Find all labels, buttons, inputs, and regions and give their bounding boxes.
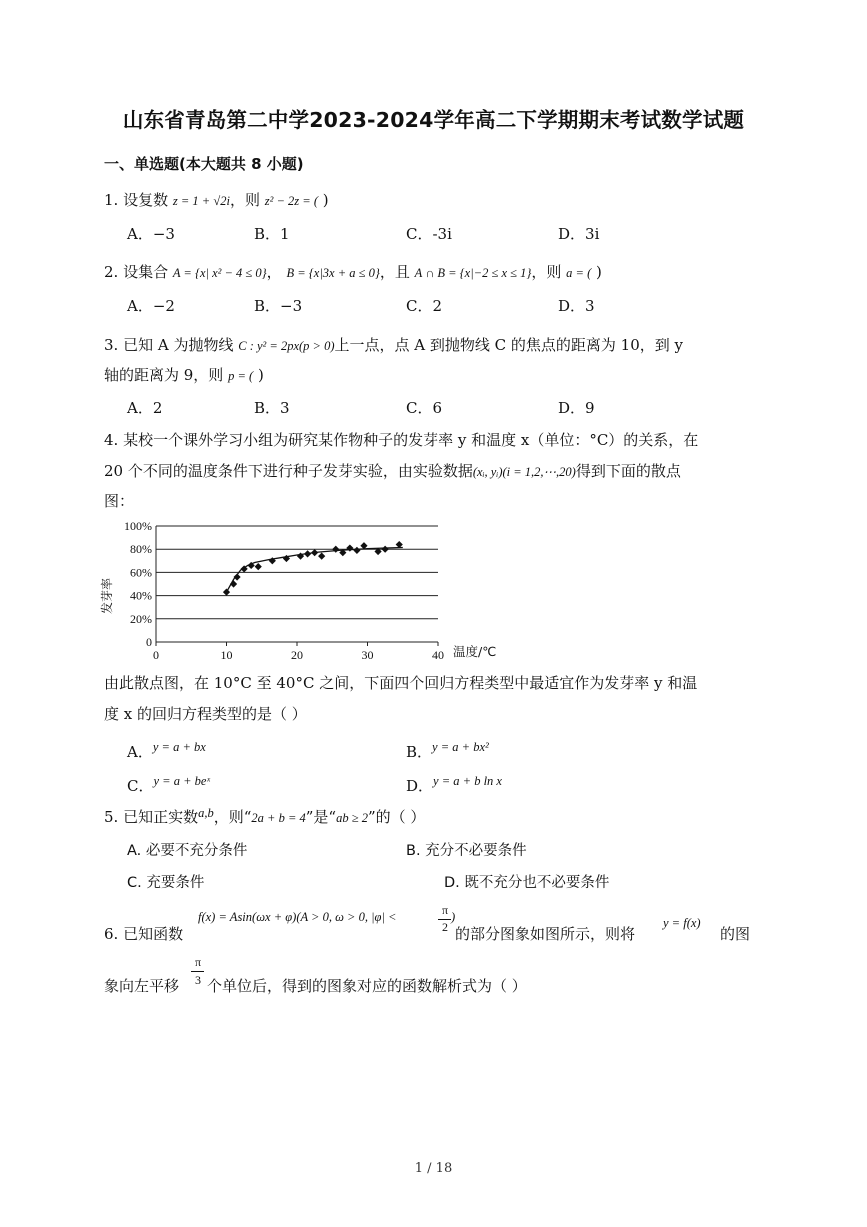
q6-frac2-denominator: 3 [195, 973, 201, 987]
q2-math-ask: a = ( [566, 266, 592, 280]
q6-text-mid: 的部分图象如图所示，则将 [455, 925, 636, 943]
q3-text-rest: 上一点，点 A 到抛物线 C 的焦点的距离为 10，到 y [334, 336, 684, 354]
q6-math-yfx: y = f(x) [663, 916, 701, 930]
q1-math-expr: z² − 2z = ( [264, 194, 319, 208]
data-point [255, 563, 262, 570]
q5-paren: ”的（ ） [367, 808, 426, 826]
q3-text: 3. 已知 A 为抛物线 [104, 336, 234, 354]
q2-option-d: D．3 [558, 297, 595, 315]
q6-text-end: 的图 [720, 925, 751, 943]
data-point [382, 546, 389, 553]
q6-frac-denominator: 2 [442, 920, 448, 934]
q3-math-p: p = ( [228, 369, 254, 383]
section-heading: 一、单选题(本大题共 8 小题) [104, 155, 304, 173]
q3-option-a: A．2 [127, 399, 163, 417]
x-tick-label: 0 [153, 648, 159, 662]
q3-option-d: D．9 [558, 399, 595, 417]
q5-option-b: B. 充分不必要条件 [406, 843, 527, 859]
question-4-line-4: 由此散点图，在 10°C 至 40°C 之间，下面四个回归方程类型中最适宜作为发芽率 y 和温 [104, 674, 698, 692]
y-tick-label: 80% [130, 542, 152, 557]
data-point [230, 580, 237, 587]
chart-y-ticks [124, 519, 152, 649]
q4-option-d-label: D． [406, 777, 434, 795]
q2-sep2: ，且 [379, 263, 410, 281]
q4-option-b-math: y = a + bx² [432, 740, 489, 754]
data-point [346, 544, 353, 551]
q1-option-a: A．−3 [127, 225, 175, 243]
q4-option-b [406, 741, 489, 762]
y-tick-label: 100% [124, 519, 152, 533]
q5-sep1: ，则“ [213, 808, 252, 826]
question-5 [104, 807, 425, 828]
data-point [233, 573, 240, 580]
question-6: 6. 已知函数 [104, 925, 184, 943]
q4-option-b-label: B． [406, 743, 433, 761]
q4-option-c [127, 775, 210, 796]
q5-text: 5. 已知正实数 [104, 808, 199, 826]
q2-paren: ) [591, 263, 602, 281]
q6-math-close: ) [451, 910, 456, 924]
q1-option-c: C．-3i [406, 225, 452, 243]
x-axis-label: 温度/℃ [453, 644, 497, 659]
x-tick-label: 40 [432, 648, 444, 662]
chart-grid [156, 526, 438, 642]
page-title: 山东省青岛第二中学2023-2024学年高二下学期期末考试数学试题 [122, 108, 745, 132]
q5-option-d: D. 既不充分也不必要条件 [444, 875, 610, 891]
q5-sep2: ”是“ [305, 808, 337, 826]
y-tick-label: 60% [130, 565, 152, 580]
q6-line-2-start: 象向左平移 [104, 977, 180, 995]
q6-frac2-bar [191, 971, 204, 972]
question-4-line-2 [104, 461, 681, 482]
data-point [318, 553, 325, 560]
q3-text-line2: 轴的距离为 9，则 [104, 366, 224, 384]
q1-option-b: B．1 [254, 225, 290, 243]
q3-paren: ) [253, 366, 264, 384]
q4-text-line2: 20 个不同的温度条件下进行种子发芽实验，由实验数据 [104, 462, 473, 480]
q4-text-line2-end: 得到下面的散点 [575, 462, 681, 480]
q1-text: 1. 设复数 [104, 191, 169, 209]
question-3 [104, 335, 683, 356]
q4-option-a-math: y = a + bx [152, 740, 206, 754]
q2-option-a: A．−2 [127, 297, 175, 315]
data-point [311, 549, 318, 556]
q5-option-a: A. 必要不充分条件 [127, 843, 248, 859]
q5-math-cond1: 2a + b = 4 [251, 811, 306, 825]
page-number: 1 / 18 [414, 1161, 453, 1176]
x-tick-label: 20 [291, 648, 303, 662]
x-tick-label: 10 [220, 648, 233, 662]
q1-math-z: z = 1 + √2i [172, 194, 230, 208]
q4-option-a-label: A． [127, 743, 153, 761]
question-3-line-2 [104, 365, 264, 386]
y-tick-label: 20% [130, 611, 152, 626]
question-2 [104, 262, 602, 283]
question-4: 4. 某校一个课外学习小组为研究某作物种子的发芽率 y 和温度 x（单位：°C）的关系，在 [104, 431, 699, 449]
q1-text-mid: ，则 [229, 191, 260, 209]
q1-option-d: D．3i [558, 225, 600, 243]
q2-math-intersection: A ∩ B = {x|−2 ≤ x ≤ 1} [414, 266, 532, 280]
question-1 [104, 190, 329, 211]
q4-option-c-label: C． [127, 777, 154, 795]
q4-math-data: (xᵢ, yᵢ)(i = 1,2,⋯,20) [472, 465, 576, 479]
scatter-chart [96, 516, 526, 664]
q4-option-a [127, 741, 206, 762]
q2-option-b: B．−3 [254, 297, 303, 315]
q4-option-c-math: y = a + beˣ [153, 774, 210, 788]
q2-option-c: C．2 [406, 297, 443, 315]
data-point [223, 589, 230, 596]
q3-math-parabola: C : y² = 2px(p > 0) [238, 339, 335, 353]
q3-option-c: C．6 [406, 399, 443, 417]
q3-option-b: B．3 [254, 399, 290, 417]
q4-option-d-math: y = a + b ln x [433, 774, 502, 788]
y-tick-label: 40% [130, 588, 152, 603]
q2-math-b: B = {x|3x + a ≤ 0} [286, 266, 380, 280]
q6-frac-numerator: π [441, 903, 449, 917]
data-point [332, 546, 339, 553]
q6-math-function: f(x) = Asin(ωx + φ)(A > 0, ω > 0, |φ| < [198, 910, 397, 924]
q2-sep1: ， [266, 263, 282, 281]
data-point [304, 550, 311, 557]
q2-sep3: ，则 [531, 263, 562, 281]
q5-option-c: C. 充要条件 [127, 875, 205, 891]
q2-math-a: A = {x| x² − 4 ≤ 0} [172, 266, 267, 280]
q2-text: 2. 设集合 [104, 263, 169, 281]
q4-option-d [406, 775, 502, 796]
x-tick-label: 30 [361, 648, 374, 662]
chart-x-ticks [153, 642, 444, 662]
y-tick-label: 0 [146, 635, 152, 649]
q6-frac2-numerator: π [194, 955, 202, 969]
q1-paren: ) [318, 191, 329, 209]
data-point [353, 547, 360, 554]
question-4-line-3: 图： [104, 492, 135, 510]
q5-math-ab: a,b [198, 806, 214, 820]
q6-line-2-end: 个单位后，得到的图象对应的函数解析式为（ ） [207, 977, 527, 995]
q5-math-cond2: ab ≥ 2 [336, 811, 368, 825]
y-axis-label: 发芽率 [100, 577, 114, 615]
question-4-line-5: 度 x 的回归方程类型的是（ ） [104, 705, 307, 723]
